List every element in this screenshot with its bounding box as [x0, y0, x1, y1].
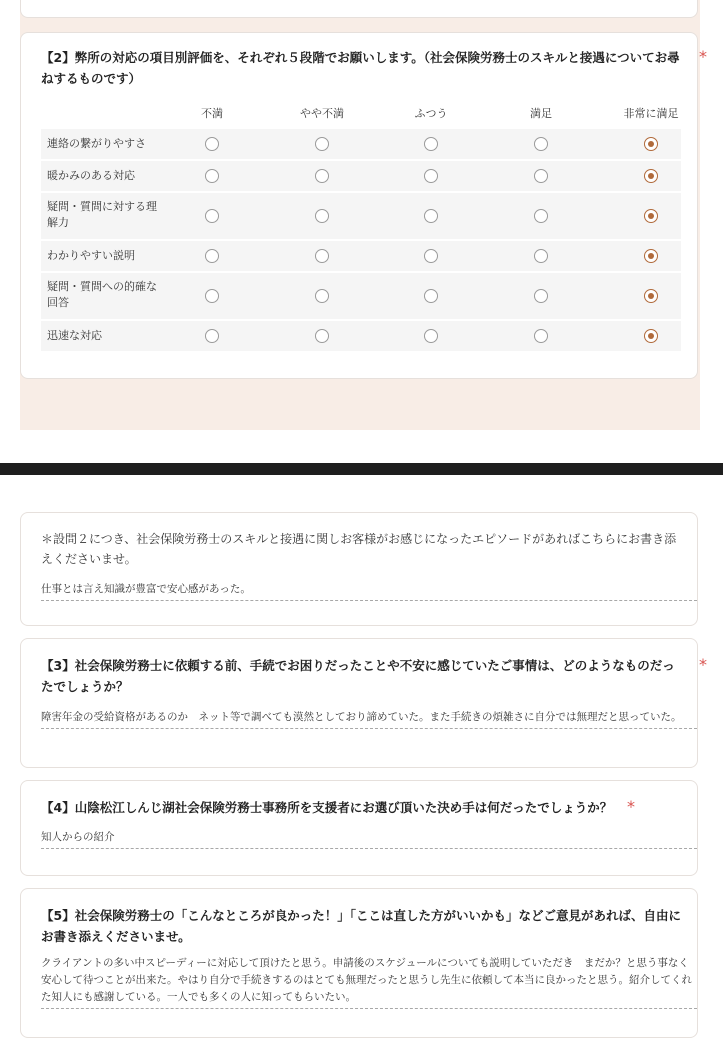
- column-header: 不満: [201, 107, 223, 120]
- row-label: わかりやすい説明: [47, 249, 135, 262]
- rating-radio[interactable]: [205, 137, 219, 151]
- rating-radio[interactable]: [534, 249, 548, 263]
- rating-radio[interactable]: [644, 249, 658, 263]
- q4-card: [20, 780, 698, 876]
- survey-screenshot-top: [0, 0, 723, 463]
- row-label: 迅速な対応: [47, 329, 102, 342]
- rating-radio[interactable]: [424, 169, 438, 183]
- rating-radio[interactable]: [424, 209, 438, 223]
- rating-radio[interactable]: [205, 169, 219, 183]
- rating-radio[interactable]: [534, 289, 548, 303]
- rating-radio[interactable]: [534, 137, 548, 151]
- required-mark: *: [699, 655, 707, 674]
- rating-radio[interactable]: [315, 169, 329, 183]
- rating-radio[interactable]: [644, 329, 658, 343]
- grid-row: [41, 193, 681, 239]
- column-header: 満足: [530, 107, 552, 120]
- q4-answer[interactable]: 知人からの紹介: [41, 829, 697, 849]
- q2-followup-answer[interactable]: 仕事とは言え知識が豊富で安心感があった。: [41, 581, 697, 601]
- rating-radio[interactable]: [424, 329, 438, 343]
- rating-radio[interactable]: [315, 329, 329, 343]
- rating-radio[interactable]: [205, 249, 219, 263]
- q2-followup-card: [20, 512, 698, 626]
- screenshot-divider: [0, 463, 723, 475]
- rating-radio[interactable]: [315, 249, 329, 263]
- required-mark: *: [627, 797, 635, 816]
- q2-title: 【2】弊所の対応の項目別評価を、それぞれ５段階でお願いします。（社会保険労務士のスキルと接遇についてお尋ねするものです）: [41, 50, 680, 86]
- rating-radio[interactable]: [534, 209, 548, 223]
- grid-row: [41, 273, 681, 319]
- q5-title: 【5】社会保険労務士の「こんなところが良かった！」「ここは直した方がいいかも」などご意見があれば、自由にお書き添えくださいませ。: [41, 908, 681, 944]
- q2-followup-question: ＊設問２につき、社会保険労務士のスキルと接遇に関しお客様がお感じになったエピソードがあればこちらにお書き添えくださいませ。: [41, 532, 677, 566]
- grid-row: [41, 241, 681, 271]
- rating-radio[interactable]: [205, 329, 219, 343]
- previous-card-bottom: [20, 0, 698, 18]
- rating-radio[interactable]: [534, 329, 548, 343]
- grid-row: [41, 129, 681, 159]
- row-label: 暖かみのある対応: [47, 169, 135, 182]
- column-header: やや不満: [300, 107, 344, 120]
- q3-answer[interactable]: 障害年金の受給資格があるのか ネット等で調べても漠然としており諦めていた。また手続きの煩雑さに自分では無理だと思っていた。: [41, 709, 697, 729]
- rating-radio[interactable]: [424, 289, 438, 303]
- q5-card: [20, 888, 698, 1038]
- rating-radio[interactable]: [424, 249, 438, 263]
- rating-radio[interactable]: [644, 169, 658, 183]
- rating-radio[interactable]: [315, 289, 329, 303]
- rating-radio[interactable]: [315, 137, 329, 151]
- rating-radio[interactable]: [315, 209, 329, 223]
- rating-radio[interactable]: [205, 209, 219, 223]
- q4-title: 【4】山陰松江しんじ湖社会保険労務士事務所を支援者にお選び頂いた決め手は何だったでしょうか？: [41, 800, 613, 815]
- rating-radio[interactable]: [424, 137, 438, 151]
- column-header: 非常に満足: [623, 107, 679, 120]
- grid-row: [41, 321, 681, 351]
- required-mark: *: [699, 47, 707, 66]
- row-label: 疑問・質問への的確な回答: [47, 280, 157, 309]
- column-header: ふつう: [414, 107, 448, 120]
- row-label: 疑問・質問に対する理解力: [47, 200, 157, 229]
- rating-radio[interactable]: [534, 169, 548, 183]
- q3-card: [20, 638, 707, 768]
- rating-radio[interactable]: [644, 209, 658, 223]
- q2-card: [20, 32, 707, 379]
- rating-radio[interactable]: [644, 137, 658, 151]
- q5-answer[interactable]: クライアントの多い中スピーディーに対応して頂けたと思う。申請後のスケジュールについても説明していただき まだか？と思う事なく安心して待つことが出来た。やはり自分で手続きするのはとても無理だったと思うし先生に依頼して本当に良かったと思う。紹介してくれた知人にも感謝している。一人でも多くの人に知ってもらいたい。: [41, 955, 697, 1009]
- rating-radio[interactable]: [205, 289, 219, 303]
- grid-row: [41, 161, 681, 191]
- row-label: 連絡の繋がりやすさ: [47, 137, 146, 150]
- rating-radio[interactable]: [644, 289, 658, 303]
- q3-title: 【3】社会保険労務士に依頼する前、手続でお困りだったことや不安に感じていたご事情は、どのようなものだったでしょうか？: [41, 658, 675, 694]
